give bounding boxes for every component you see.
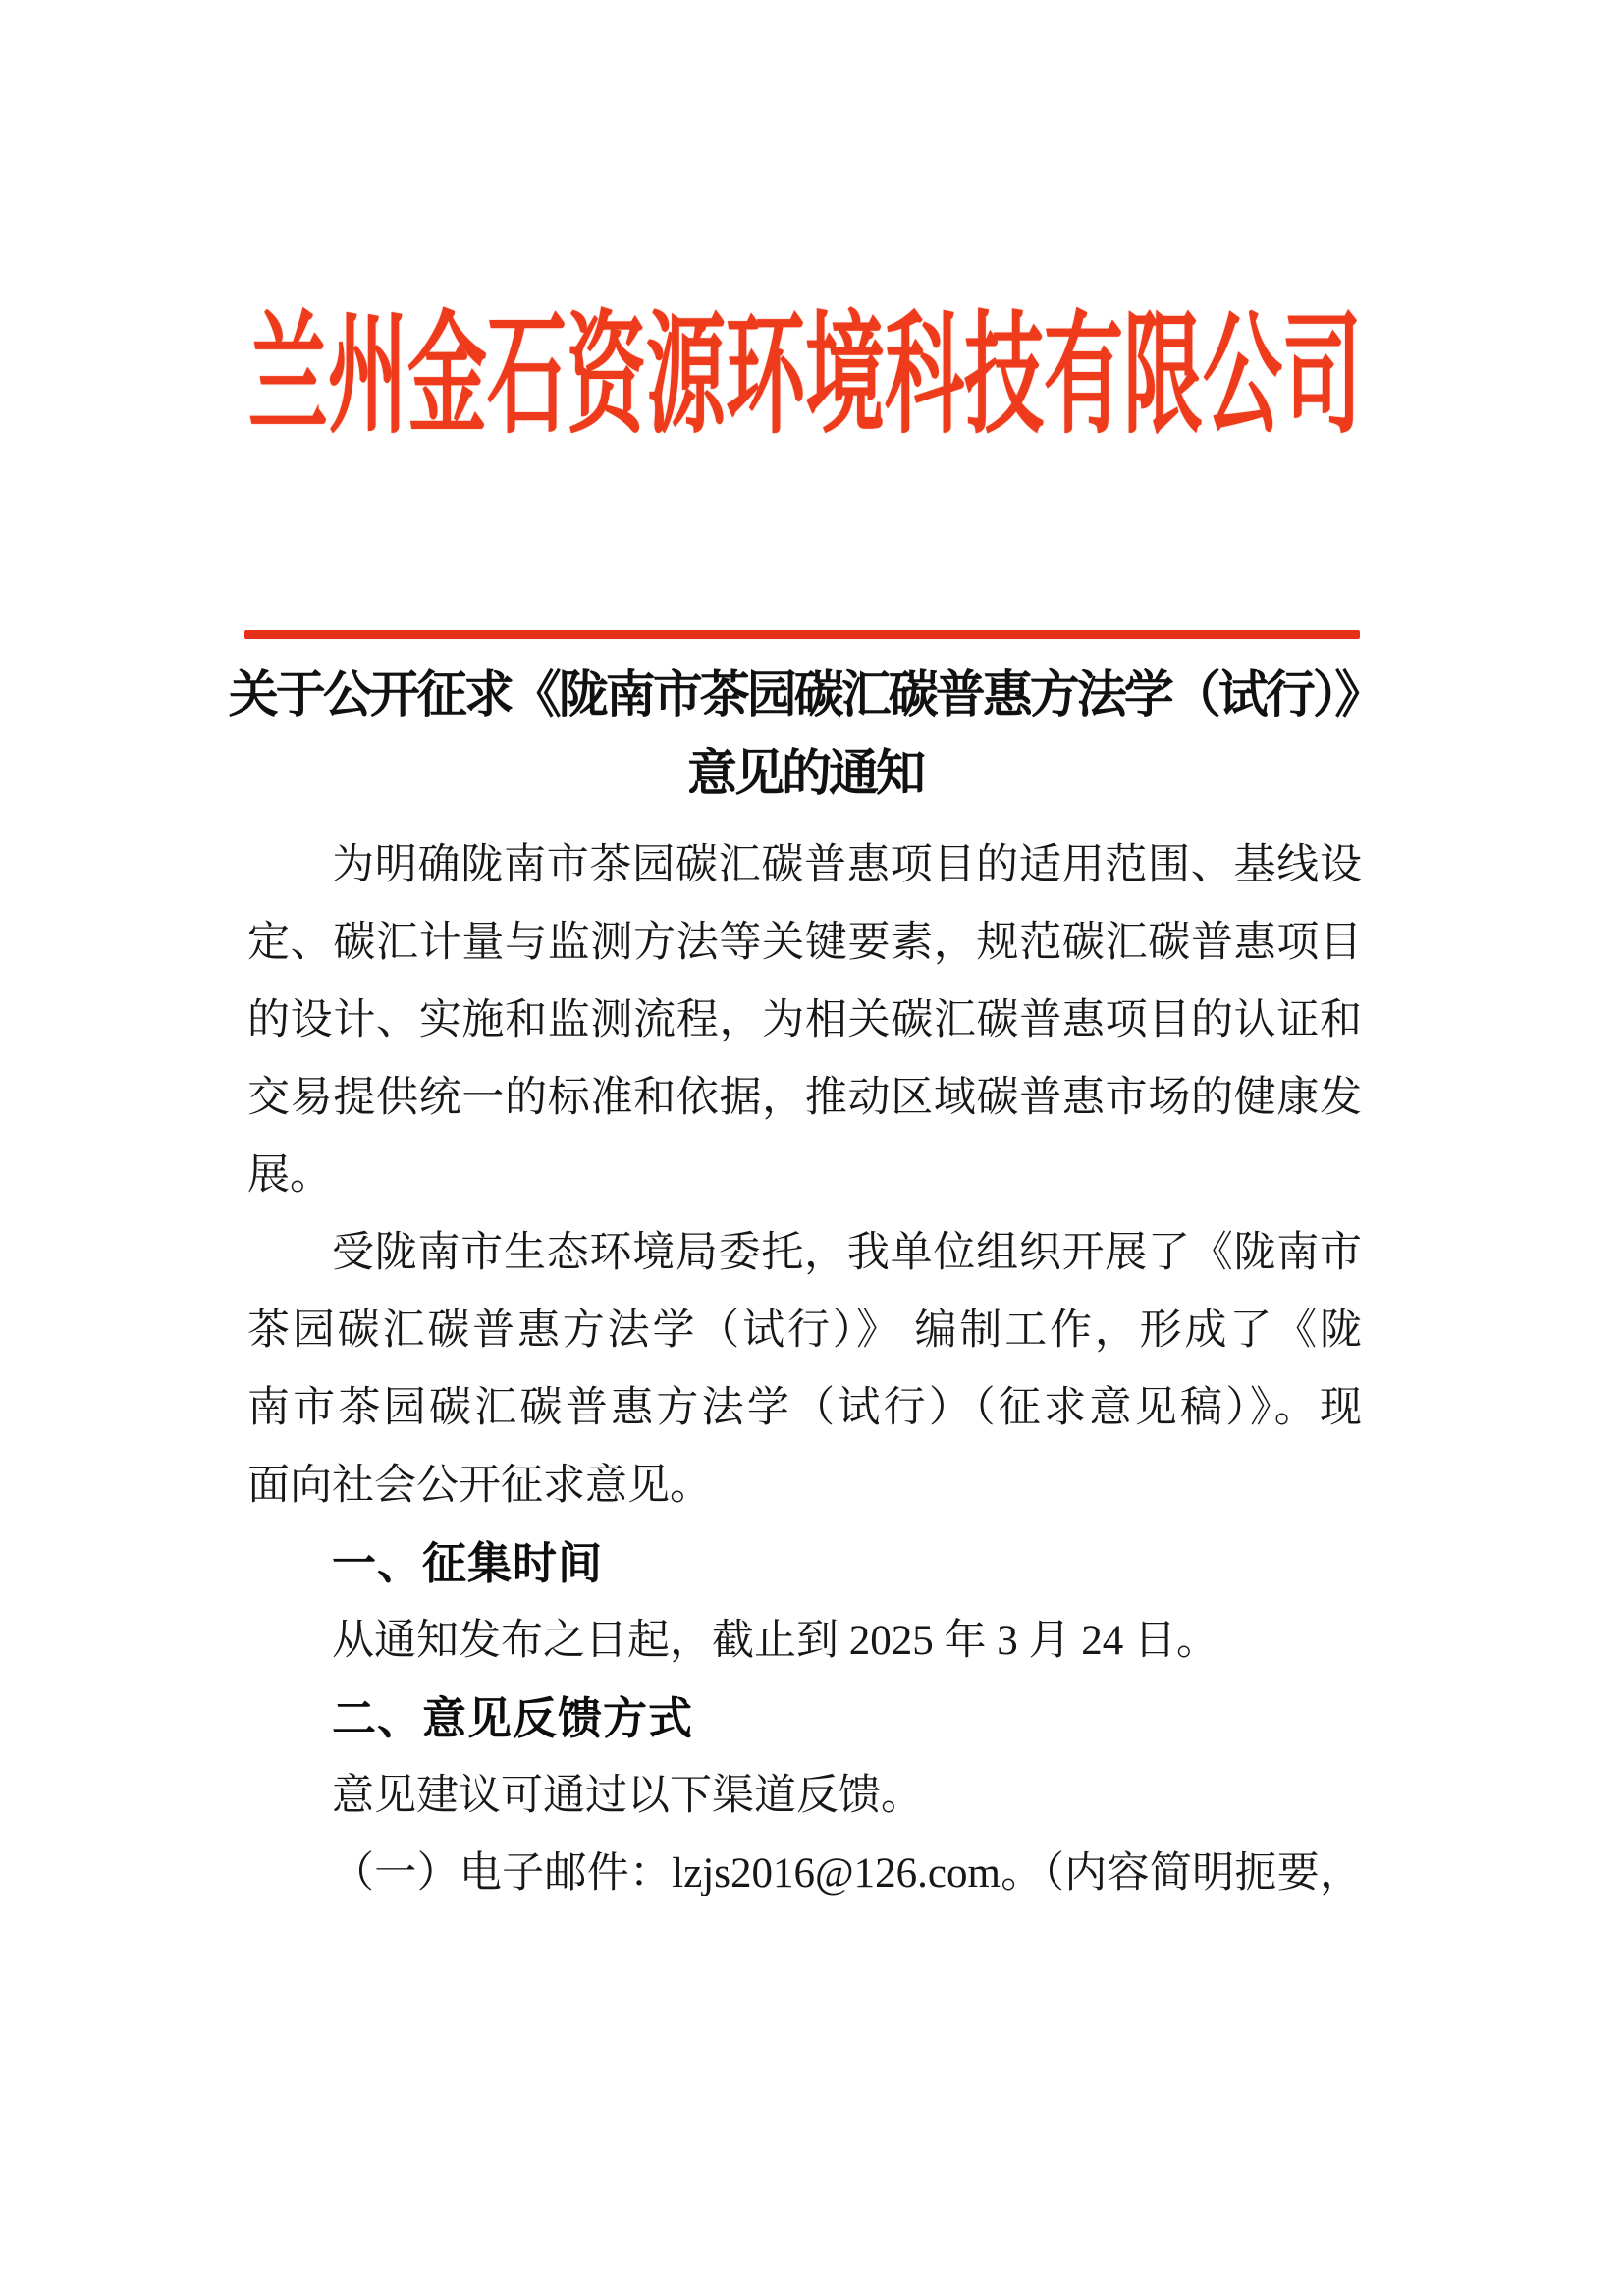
notice-title [222,657,1388,814]
para1-line-5: 展。 [247,1152,332,1199]
para2-line-3: 南市茶园碳汇碳普惠方法学（试行）（征求意见稿）》。现 [247,1385,1362,1431]
notice-body [247,827,1362,1912]
para2-line-2: 茶园碳汇碳普惠方法学（试行）》 编制工作，形成了《陇 [247,1308,1362,1354]
section2-intro: 意见建议可通过以下渠道反馈。 [332,1773,923,1819]
company-name: 兰州金石资源环境科技有限公司 [247,302,1362,451]
para1-line-3: 的设计、实施和监测流程，为相关碳汇碳普惠项目的认证和 [247,997,1362,1043]
section2-heading: 二、意见反馈方式 [332,1693,694,1743]
para1-line-1: 为明确陇南市茶园碳汇碳普惠项目的适用范围、基线设 [332,842,1362,888]
section2-item-email: （一）电子邮件：lzjs2016@126.com。（内容简明扼要， [332,1850,1362,1896]
section1-heading: 一、征集时间 [332,1538,604,1588]
para1-line-2: 定、碳汇计量与监测方法等关键要素，规范碳汇碳普惠项目 [247,920,1362,966]
letterhead [247,293,1363,451]
para1-line-4: 交易提供统一的标准和依据，推动区域碳普惠市场的健康发 [247,1075,1362,1121]
letterhead-divider-rule [244,630,1360,639]
notice-title-line-1: 关于公开征求《陇南市茶园碳汇碳普惠方法学（试行）》 [228,668,1382,723]
section1-text: 从通知发布之日起，截止到 2025 年 3 月 24 日。 [332,1618,1218,1664]
para2-line-4: 面向社会公开征求意见。 [247,1463,712,1509]
notice-title-line-2: 意见的通知 [686,747,923,802]
para2-line-1: 受陇南市生态环境局委托，我单位组织开展了《陇南市 [332,1230,1362,1276]
